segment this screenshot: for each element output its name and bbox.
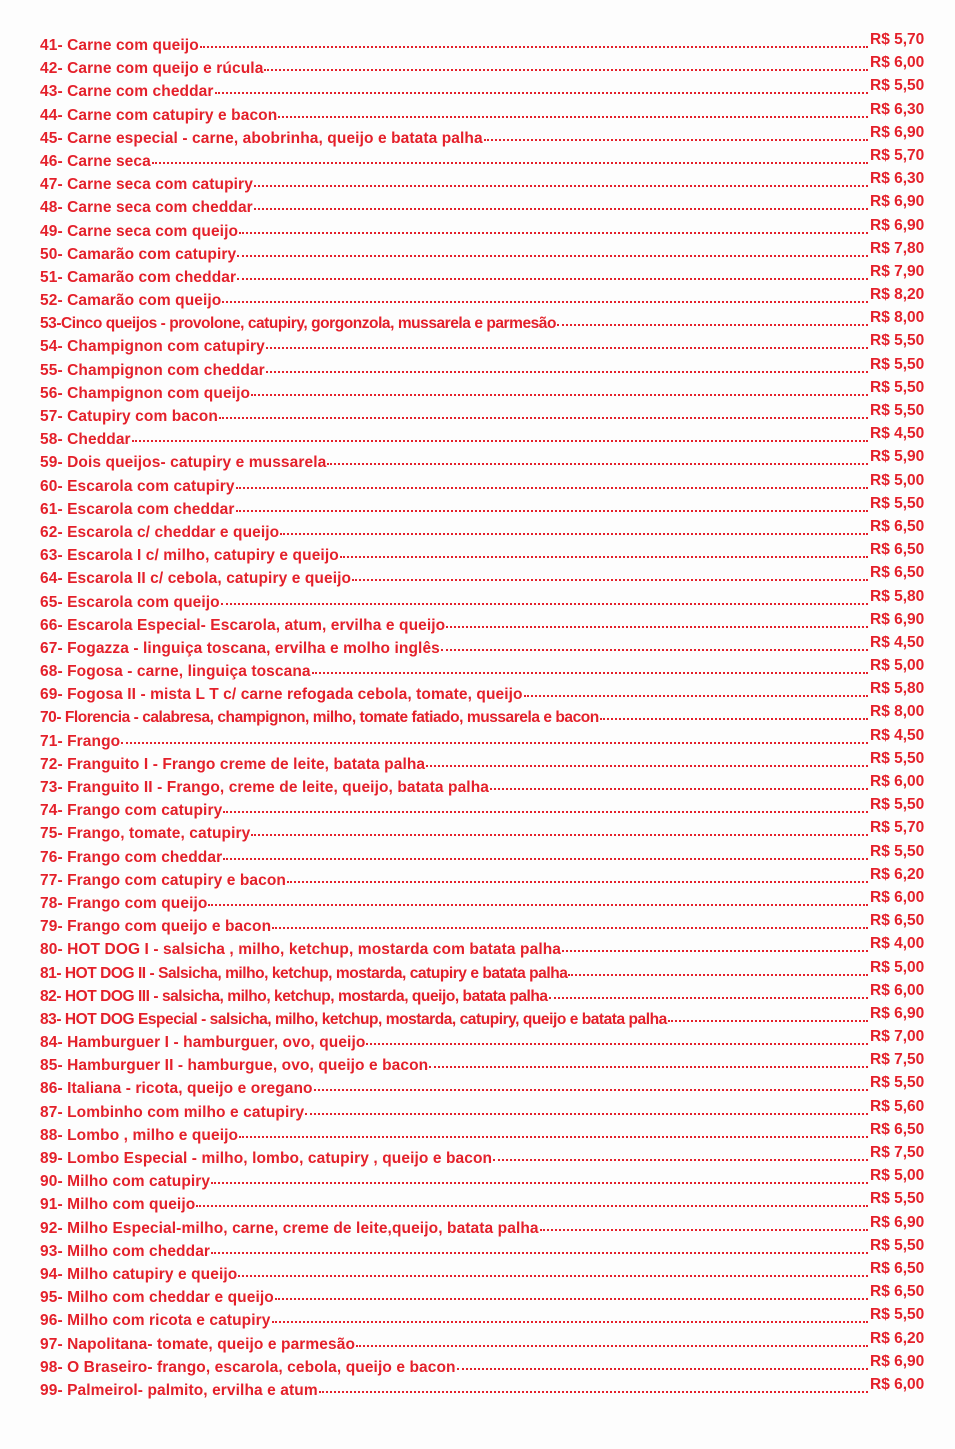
menu-item-price: R$ 5,50 <box>870 494 925 512</box>
menu-item <box>40 123 948 150</box>
dot-leader <box>429 1066 868 1068</box>
dot-leader <box>490 788 868 790</box>
menu-item-name: 49- Carne seca com queijo <box>40 222 239 240</box>
menu-item-name: 87- Lombinho com milho e catupiry <box>40 1103 305 1121</box>
dot-leader <box>221 603 868 605</box>
dot-leader <box>251 394 868 396</box>
menu-item <box>40 680 948 706</box>
menu-item <box>40 1120 948 1147</box>
menu-item <box>40 1352 948 1379</box>
menu-item-price: R$ 6,50 <box>870 541 925 559</box>
menu-item-price: R$ 6,50 <box>870 1283 925 1301</box>
menu-item-name: 53-Cinco queijos - provolone, catupiry, gorgonzola, mussarela e parmesão <box>40 315 556 333</box>
menu-item <box>40 1190 948 1216</box>
menu-item-price: R$ 7,50 <box>870 1051 925 1069</box>
menu-item-price: R$ 6,50 <box>870 912 925 930</box>
menu-item-name: 66- Escarola Especial- Escarola, atum, ervilha e queijo <box>40 616 446 634</box>
menu-item-price: R$ 5,70 <box>870 146 925 164</box>
menu-item <box>40 54 948 80</box>
menu-item <box>40 1236 948 1263</box>
menu-item-name: 50- Camarão com catupiry <box>40 245 237 263</box>
dot-leader <box>266 347 868 349</box>
menu-item-name: 63- Escarola I c/ milho, catupiry e queijo <box>40 547 339 565</box>
menu-item-price: R$ 6,20 <box>870 1329 925 1347</box>
menu-item-price: R$ 5,00 <box>870 1167 925 1185</box>
menu-item-price: R$ 7,90 <box>870 262 925 280</box>
dot-leader <box>236 510 868 512</box>
menu-item-name: 43- Carne com cheddar <box>40 83 214 101</box>
dot-leader <box>314 1089 868 1091</box>
menu-item-price: R$ 5,50 <box>870 842 925 860</box>
menu-item-price: R$ 5,50 <box>870 1074 925 1092</box>
menu-item-name: 56- Champignon com queijo <box>40 384 251 402</box>
menu-item-name: 79- Frango com queijo e bacon <box>40 918 272 936</box>
menu-item-price: R$ 6,00 <box>870 1375 925 1393</box>
menu-item-price: R$ 6,90 <box>870 216 925 234</box>
menu-item <box>40 170 948 196</box>
menu-item-price: R$ 6,20 <box>870 865 925 883</box>
menu-item-price: R$ 5,80 <box>870 587 925 605</box>
dot-leader <box>549 997 868 999</box>
menu-item-name: 97- Napolitana- tomate, queijo e parmesão <box>40 1335 356 1353</box>
menu-item-name: 88- Lombo , milho e queijo <box>40 1126 239 1144</box>
menu-item <box>40 1167 948 1193</box>
menu-item-price: R$ 6,90 <box>870 123 925 141</box>
menu-item <box>40 1028 948 1054</box>
menu-item <box>40 888 948 915</box>
dot-leader <box>426 765 868 767</box>
dot-leader <box>312 672 868 674</box>
dot-leader <box>211 1252 868 1254</box>
menu-item-name: 76- Frango com cheddar <box>40 848 223 866</box>
menu-item <box>40 1259 948 1286</box>
dot-leader <box>222 301 868 303</box>
menu-item-name: 89- Lombo Especial - milho, lombo, catupiry , queijo e bacon <box>40 1150 493 1167</box>
menu-item <box>40 332 948 358</box>
menu-item-price: R$ 6,00 <box>870 773 925 790</box>
menu-item-name: 68- Fogosa - carne, linguiça toscana <box>40 663 311 681</box>
menu-item-price: R$ 5,50 <box>870 355 925 373</box>
menu-item-price: R$ 5,50 <box>870 1306 925 1324</box>
menu-item-name: 83- HOT DOG Especial - salsicha, milho, ketchup, mostarda, catupiry, queijo e batata palha <box>40 1010 667 1028</box>
menu-item <box>40 749 948 776</box>
dot-leader <box>441 649 868 651</box>
menu-item-price: R$ 6,50 <box>870 1120 925 1138</box>
menu-item <box>40 587 948 614</box>
dot-leader <box>340 556 868 558</box>
menu-item-price: R$ 6,50 <box>870 1259 925 1277</box>
menu-item-price: R$ 5,70 <box>870 819 925 837</box>
menu-item <box>40 1283 948 1309</box>
menu-item-price: R$ 6,50 <box>870 517 925 535</box>
menu-item-name: 78- Frango com queijo <box>40 894 208 912</box>
menu-item-name: 84- Hamburguer I - hamburguer, ovo, queijo <box>40 1034 366 1052</box>
menu-item-name: 45- Carne especial - carne, abobrinha, queijo e batata palha <box>40 129 483 147</box>
menu-item-name: 48- Carne seca com cheddar <box>40 199 253 217</box>
menu-item-name: 44- Carne com catupiry e bacon <box>40 106 278 124</box>
dot-leader <box>272 1321 869 1323</box>
menu-item-price: R$ 5,00 <box>870 958 925 976</box>
dot-leader <box>121 742 868 744</box>
dot-leader <box>254 208 868 210</box>
menu-item <box>40 1306 948 1332</box>
dot-leader <box>668 1020 868 1022</box>
dot-leader <box>524 695 868 697</box>
menu-item <box>40 773 948 799</box>
menu-item-name: 58- Cheddar <box>40 431 131 449</box>
menu-item <box>40 610 948 637</box>
menu-item <box>40 657 948 683</box>
menu-item <box>40 448 948 474</box>
menu-item-name: 93- Milho com cheddar <box>40 1242 211 1260</box>
dot-leader <box>446 626 868 628</box>
dot-leader <box>305 1113 868 1115</box>
menu-item <box>40 726 948 753</box>
menu-item-price: R$ 5,60 <box>870 1097 925 1115</box>
dot-leader <box>562 950 868 952</box>
menu-item <box>40 865 948 892</box>
menu-item <box>40 703 948 729</box>
menu-item <box>40 842 948 869</box>
menu-item-name: 81- HOT DOG II - Salsicha, milho, ketchup, mostarda, catupiry e batata palha <box>40 964 568 982</box>
menu-item-price: R$ 5,50 <box>870 1190 925 1208</box>
menu-item <box>40 1213 948 1240</box>
menu-item-name: 85- Hamburguer II - hamburgue, ovo, queijo e bacon <box>40 1057 429 1075</box>
menu-item-name: 55- Champignon com cheddar <box>40 361 265 379</box>
dot-leader <box>236 487 868 489</box>
menu-item-name: 54- Champignon com catupiry <box>40 338 265 356</box>
dot-leader <box>219 417 868 419</box>
dot-leader <box>239 1136 868 1138</box>
menu-item-name: 77- Frango com catupiry e bacon <box>40 871 286 889</box>
menu-item <box>40 1051 948 1077</box>
menu-item <box>40 819 948 845</box>
menu-item-price: R$ 6,00 <box>870 54 925 72</box>
dot-leader <box>215 92 868 94</box>
menu-item-name: 67- Fogazza - linguiça toscana, ervilha e molho inglês <box>40 639 440 657</box>
dot-leader <box>132 440 868 442</box>
menu-item <box>40 378 948 405</box>
menu-item-price: R$ 5,50 <box>870 378 925 396</box>
menu-item <box>40 146 948 173</box>
dot-leader <box>557 324 868 326</box>
dot-leader <box>457 1368 868 1370</box>
menu-item-price: R$ 8,00 <box>870 703 925 721</box>
menu-item-price: R$ 5,50 <box>870 796 925 814</box>
menu-item-name: 80- HOT DOG I - salsicha , milho, ketchup, mostarda com batata palha <box>40 941 562 959</box>
dot-leader <box>600 718 868 720</box>
menu-item-price: R$ 6,90 <box>870 610 925 628</box>
menu-item-name: 90- Milho com catupiry <box>40 1173 211 1191</box>
menu-item-price: R$ 4,50 <box>870 633 925 651</box>
menu-item <box>40 517 948 544</box>
dot-leader <box>239 232 868 234</box>
dot-leader <box>200 46 868 48</box>
menu-item-name: 51- Camarão com cheddar <box>40 268 237 286</box>
dot-leader <box>264 69 868 71</box>
menu-item <box>40 77 948 103</box>
menu-item-name: 95- Milho com cheddar e queijo <box>40 1289 274 1307</box>
menu-item <box>40 564 948 590</box>
menu-item-price: R$ 8,00 <box>870 309 925 327</box>
dot-leader <box>272 927 868 929</box>
menu-item-name: 94- Milho catupiry e queijo <box>40 1265 238 1283</box>
menu-item <box>40 193 948 219</box>
menu-item-name: 42- Carne com queijo e rúcula <box>40 60 264 78</box>
menu-item-name: 69- Fogosa II - mista L T c/ carne refogada cebola, tomate, queijo <box>40 686 523 704</box>
menu-item-name: 47- Carne seca com catupiry <box>40 176 253 194</box>
menu-item-name: 65- Escarola com queijo <box>40 593 220 611</box>
dot-leader <box>152 162 868 164</box>
menu-item-price: R$ 5,90 <box>870 448 925 466</box>
menu-item <box>40 958 948 985</box>
menu-item <box>40 100 948 127</box>
menu-item-price: R$ 4,00 <box>870 935 925 953</box>
menu-item-price: R$ 5,50 <box>870 1236 925 1254</box>
menu-item <box>40 796 948 822</box>
dot-leader <box>493 1159 868 1161</box>
menu-item-name: 70- Florencia - calabresa, champignon, milho, tomate fatiado, mussarela e bacon <box>40 709 599 727</box>
menu-item <box>40 286 948 312</box>
menu-item-name: 86- Italiana - ricota, queijo e oregano <box>40 1080 313 1098</box>
menu-item-name: 41- Carne com queijo <box>40 37 199 54</box>
menu-item-price: R$ 5,50 <box>870 402 925 419</box>
menu-item <box>40 425 948 451</box>
menu-item-name: 96- Milho com ricota e catupiry <box>40 1312 271 1330</box>
menu-item-name: 82- HOT DOG III - salsicha, milho, ketchup, mostarda, queijo, batata palha <box>40 987 548 1005</box>
dot-leader <box>280 533 868 535</box>
menu-item-price: R$ 7,00 <box>870 1028 925 1046</box>
menu-item-name: 46- Carne seca <box>40 152 151 170</box>
dot-leader <box>251 834 868 836</box>
menu-item-price: R$ 8,20 <box>870 286 925 304</box>
menu-item <box>40 1329 948 1356</box>
menu-item-price: R$ 6,90 <box>870 1213 925 1231</box>
menu-item-name: 52- Camarão com queijo <box>40 292 222 310</box>
dot-leader <box>327 463 868 465</box>
menu-item-price: R$ 6,90 <box>870 193 925 211</box>
menu-item-name: 72- Franguito I - Frango creme de leite, batata palha <box>40 755 426 773</box>
dot-leader <box>278 116 868 118</box>
menu-item <box>40 1144 948 1170</box>
dot-leader <box>211 1182 868 1184</box>
menu-item-price: R$ 6,00 <box>870 888 925 906</box>
menu-item-price: R$ 5,00 <box>870 471 925 489</box>
menu-item <box>40 402 948 428</box>
menu-item <box>40 355 948 382</box>
dot-leader <box>208 904 868 906</box>
menu-item-name: 91- Milho com queijo <box>40 1196 196 1214</box>
menu-item-name: 59- Dois queijos- catupiry e mussarela <box>40 454 327 472</box>
dot-leader <box>275 1298 868 1300</box>
menu-item-price: R$ 5,70 <box>870 31 925 48</box>
menu-item-price: R$ 5,00 <box>870 657 925 675</box>
menu-item-price: R$ 7,80 <box>870 239 925 257</box>
dot-leader <box>223 811 868 813</box>
menu-item <box>40 541 948 567</box>
menu-item <box>40 633 948 660</box>
menu-item-price: R$ 4,50 <box>870 425 925 443</box>
menu-item-price: R$ 7,50 <box>870 1144 925 1161</box>
menu-item <box>40 494 948 521</box>
menu-item-name: 57- Catupiry com bacon <box>40 408 218 425</box>
dot-leader <box>568 974 868 976</box>
menu-item-name: 92- Milho Especial-milho, carne, creme de leite,queijo, batata palha <box>40 1219 539 1237</box>
menu-item-price: R$ 5,50 <box>870 749 925 767</box>
menu-item-price: R$ 6,50 <box>870 564 925 582</box>
dot-leader <box>223 858 868 860</box>
menu-item <box>40 1004 948 1031</box>
menu-item <box>40 981 948 1008</box>
dot-leader <box>254 185 868 187</box>
dot-leader <box>319 1391 868 1393</box>
menu-item <box>40 216 948 243</box>
menu-item-price: R$ 5,50 <box>870 332 925 350</box>
dot-leader <box>540 1229 868 1231</box>
dot-leader <box>196 1205 868 1207</box>
menu-item-name: 75- Frango, tomate, catupiry <box>40 825 251 843</box>
menu-item-price: R$ 6,90 <box>870 1352 925 1370</box>
menu-item-price: R$ 6,30 <box>870 170 925 188</box>
menu-item-price: R$ 5,50 <box>870 77 925 95</box>
dot-leader <box>484 139 868 141</box>
menu-item <box>40 239 948 266</box>
menu-item-price: R$ 6,90 <box>870 1004 925 1022</box>
dot-leader <box>238 1275 868 1277</box>
menu-item-price: R$ 6,00 <box>870 981 925 999</box>
menu-item-name: 62- Escarola c/ cheddar e queijo <box>40 523 280 541</box>
menu-item-name: 74- Frango com catupiry <box>40 802 223 820</box>
menu-item <box>40 471 948 498</box>
menu-item-price: R$ 4,50 <box>870 726 925 744</box>
menu-list <box>40 31 948 1402</box>
menu-item-name: 60- Escarola com catupiry <box>40 477 235 495</box>
menu-item-name: 61- Escarola com cheddar <box>40 500 235 518</box>
menu-item-price: R$ 6,30 <box>870 100 925 118</box>
menu-item <box>40 31 948 57</box>
menu-item-price: R$ 5,80 <box>870 680 925 698</box>
menu-item-name: 71- Frango <box>40 732 121 750</box>
dot-leader <box>356 1345 868 1347</box>
menu-item-name: 64- Escarola II c/ cebola, catupiry e queijo <box>40 570 352 588</box>
dot-leader <box>266 371 868 373</box>
dot-leader <box>237 278 868 280</box>
menu-item <box>40 935 948 961</box>
menu-item <box>40 1375 948 1402</box>
menu-item <box>40 1074 948 1100</box>
menu-item-name: 73- Franguito II - Frango, creme de leite, queijo, batata palha <box>40 779 489 796</box>
menu-item <box>40 912 948 938</box>
menu-item <box>40 309 948 335</box>
menu-item-name: 98- O Braseiro- frango, escarola, cebola, queijo e bacon <box>40 1358 456 1376</box>
dot-leader <box>237 255 868 257</box>
dot-leader <box>366 1043 868 1045</box>
menu-item-name: 99- Palmeirol- palmito, ervilha e atum <box>40 1381 318 1399</box>
dot-leader <box>352 579 868 581</box>
menu-item <box>40 1097 948 1124</box>
dot-leader <box>287 881 868 883</box>
menu-item <box>40 262 948 289</box>
